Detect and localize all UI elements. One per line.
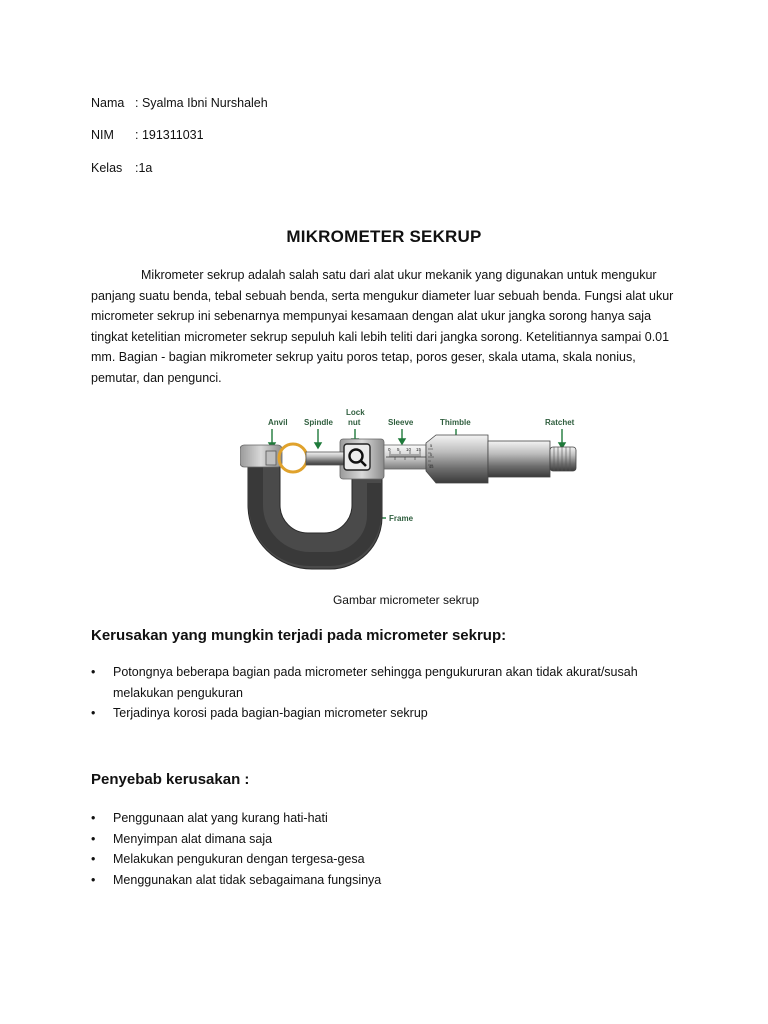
causes-heading: Penyebab kerusakan :	[91, 771, 250, 788]
label-lock: Lock	[346, 408, 365, 417]
spindle	[306, 452, 348, 465]
scale-5: 5	[397, 447, 400, 452]
nim-row	[91, 127, 204, 143]
list-item: • Melakukan pengukuran dengan tergesa-gesa	[91, 849, 671, 870]
kelas-row	[91, 160, 152, 176]
label-anvil: Anvil	[268, 418, 288, 427]
bullet-icon: •	[91, 831, 96, 846]
bullet-icon: •	[91, 852, 96, 866]
figure-caption: Gambar micrometer sekrup	[332, 593, 480, 607]
thimble-scale-0: 0	[430, 452, 433, 457]
bullet-icon: •	[91, 872, 96, 887]
thimble-scale-45: 45	[429, 464, 434, 469]
label-sleeve: Sleeve	[388, 418, 414, 427]
name-row	[91, 95, 268, 111]
kelas-value: :1a	[135, 161, 153, 175]
scale-15: 15	[416, 447, 422, 452]
document-title: MIKROMETER SEKRUP	[286, 227, 482, 246]
micrometer-illustration	[240, 405, 590, 573]
lock-nut	[344, 444, 370, 470]
list-item: • Potongnya beberapa bagian pada micrometer sehingga pengukururan akan tidak akurat/susah melakukan pengukuran	[91, 662, 671, 703]
nim-label: NIM	[91, 128, 114, 142]
list-item: • Penggunaan alat yang kurang hati-hati	[91, 808, 671, 829]
list-item: • Menyimpan alat dimana saja	[91, 829, 671, 850]
label-spindle: Spindle	[304, 418, 333, 427]
kelas-label: Kelas	[91, 161, 123, 175]
bullet-icon: •	[91, 665, 96, 679]
thimble-scale-5: 5	[430, 443, 433, 448]
label-nut: nut	[348, 418, 361, 427]
damage-heading: Kerusakan yang mungkin terjadi pada micrometer sekrup:	[91, 627, 507, 644]
scale-0: 0	[388, 447, 391, 452]
label-ratchet: Ratchet	[545, 418, 575, 427]
bullet-icon: •	[91, 811, 96, 825]
causes-list	[91, 808, 671, 890]
intro-paragraph: Mikrometer sekrup adalah salah satu dari alat ukur mekanik yang digunakan untuk mengukur panjang suatu benda, tebal sebuah benda, serta mengukur diameter luar sebuah benda. Fungsi alat ukur micrometer sekrup ini sebenarnya mempunyai kesamaan dengan alat ukur jangka sorong hanya saja tingkat ketelitian micrometer sekrup sepuluh kali lebih teliti dari jangka sorong. Ketelitiannya sampai 0.01 mm. Bagian - bagian mikrometer sekrup yaitu poros tetap, poros geser, skala utama, skala nonius, pemutar, dan pengunci.	[91, 268, 674, 385]
scale-10: 10	[406, 447, 412, 452]
measured-object	[279, 444, 307, 472]
name-value: : Syalma Ibni Nurshaleh	[135, 96, 268, 110]
bullet-icon: •	[91, 706, 96, 720]
label-thimble: Thimble	[440, 418, 471, 427]
anvil	[266, 451, 276, 465]
name-label: Nama	[91, 96, 125, 110]
label-frame: Frame	[389, 514, 414, 523]
damage-list	[91, 662, 671, 724]
thimble	[426, 435, 488, 483]
nim-value: : 191311031	[135, 128, 204, 142]
list-item: • Menggunakan alat tidak sebagaimana fungsinya	[91, 870, 671, 891]
list-item: • Terjadinya korosi pada bagian-bagian micrometer sekrup	[91, 703, 671, 724]
